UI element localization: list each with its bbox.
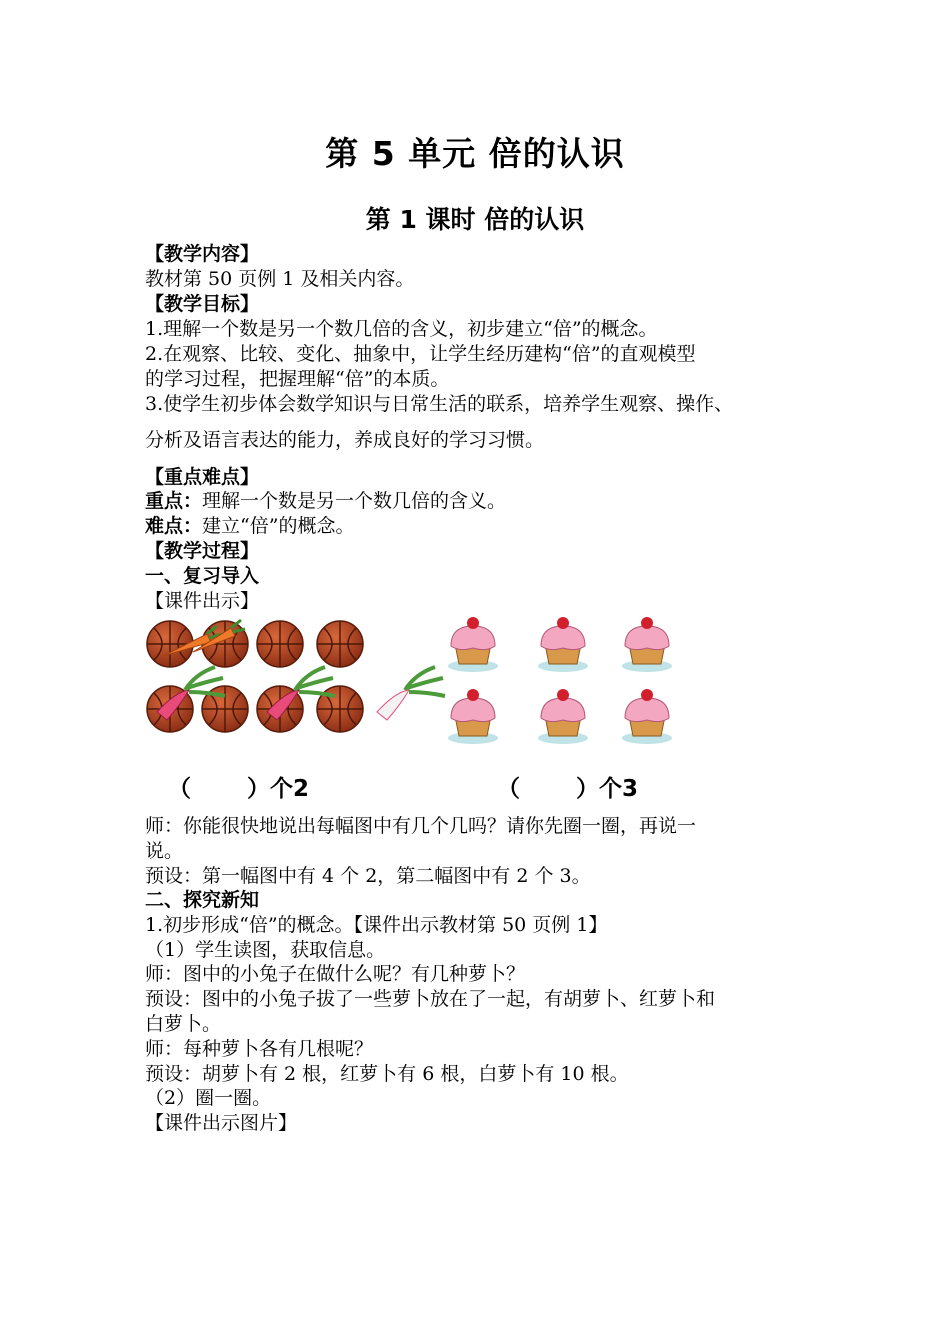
teacher-question-2: 师：图中的小兔子在做什么呢？有几种萝卜？: [145, 963, 526, 985]
content-text: 教材第 50 页例 1 及相关内容。: [145, 268, 415, 290]
caption-groups-of-3: （ ）个3: [497, 776, 639, 802]
difficult-point: [145, 514, 354, 539]
radish-icon: [377, 667, 445, 720]
step-1-1: （1）学生读图，获取信息。: [145, 939, 386, 961]
difficult-label: 难点：: [145, 515, 203, 537]
section-heading-goals: 【教学目标】: [145, 293, 260, 315]
difficult-text: 建立“倍”的概念。: [202, 515, 355, 537]
preset-answer-2-line-1: 预设：图中的小兔子拔了一些萝卜放在了一起，有胡萝卜、红萝卜和: [145, 988, 716, 1010]
part-1-heading: 一、复习导入: [145, 565, 260, 587]
cupcake-icon: [538, 689, 588, 744]
preset-answer-3: 预设：胡萝卜有 2 根，红萝卜有 6 根，白萝卜有 10 根。: [145, 1063, 629, 1085]
step-1-2: （2）圈一圈。: [145, 1087, 272, 1109]
step-1: 1.初步形成“倍”的概念。【课件出示教材第 50 页例 1】: [145, 914, 608, 936]
teacher-question-1-line-1: 师：你能很快地说出每幅图中有几个几吗？请你先圈一圈，再说一: [145, 815, 697, 837]
section-heading-process: 【教学过程】: [145, 540, 260, 562]
key-label: 重点：: [145, 490, 203, 512]
teacher-question-1-line-2: 说。: [145, 840, 184, 862]
cupcake-group: [448, 617, 672, 744]
goal-1: 1.理解一个数是另一个数几倍的含义，初步建立“倍”的概念。: [145, 318, 658, 340]
cupcake-icon: [622, 689, 672, 744]
unit-title: 第 5 单元 倍的认识: [325, 134, 625, 173]
goal-3-line-1: 3.使学生初步体会数学知识与日常生活的联系，培养学生观察、操作、: [145, 393, 734, 415]
cupcake-icon: [538, 617, 588, 672]
section-heading-content: 【教学内容】: [145, 243, 260, 265]
basketball-icon: [317, 621, 363, 667]
goal-2-line-1: 2.在观察、比较、变化、抽象中，让学生经历建构“倍”的直观模型: [145, 343, 696, 365]
goal-2-line-2: 的学习过程，把握理解“倍”的本质。: [145, 368, 450, 390]
preset-answer-2-line-2: 白萝卜。: [145, 1013, 222, 1035]
cupcake-icon: [448, 617, 498, 672]
teacher-question-3: 师：每种萝卜各有几根呢？: [145, 1038, 374, 1060]
basketball-icon: [257, 621, 303, 667]
key-point: [145, 489, 506, 514]
goal-3-line-2: 分析及语言表达的能力，养成良好的学习习惯。: [145, 429, 545, 451]
review-illustration: [145, 612, 685, 747]
section-heading-key: 【重点难点】: [145, 466, 260, 488]
cupcake-icon: [622, 617, 672, 672]
courseware-label-2: 【课件出示图片】: [145, 1112, 298, 1134]
preset-answer-1: 预设：第一幅图中有 4 个 2，第二幅图中有 2 个 3。: [145, 865, 591, 887]
part-2-heading: 二、探究新知: [145, 889, 260, 911]
key-text: 理解一个数是另一个数几倍的含义。: [202, 490, 507, 512]
cupcake-icon: [448, 689, 498, 744]
lesson-title: 第 1 课时 倍的认识: [365, 205, 585, 234]
courseware-label-1: 【课件出示】: [145, 590, 260, 612]
caption-groups-of-2: （ ）个2: [168, 776, 310, 802]
